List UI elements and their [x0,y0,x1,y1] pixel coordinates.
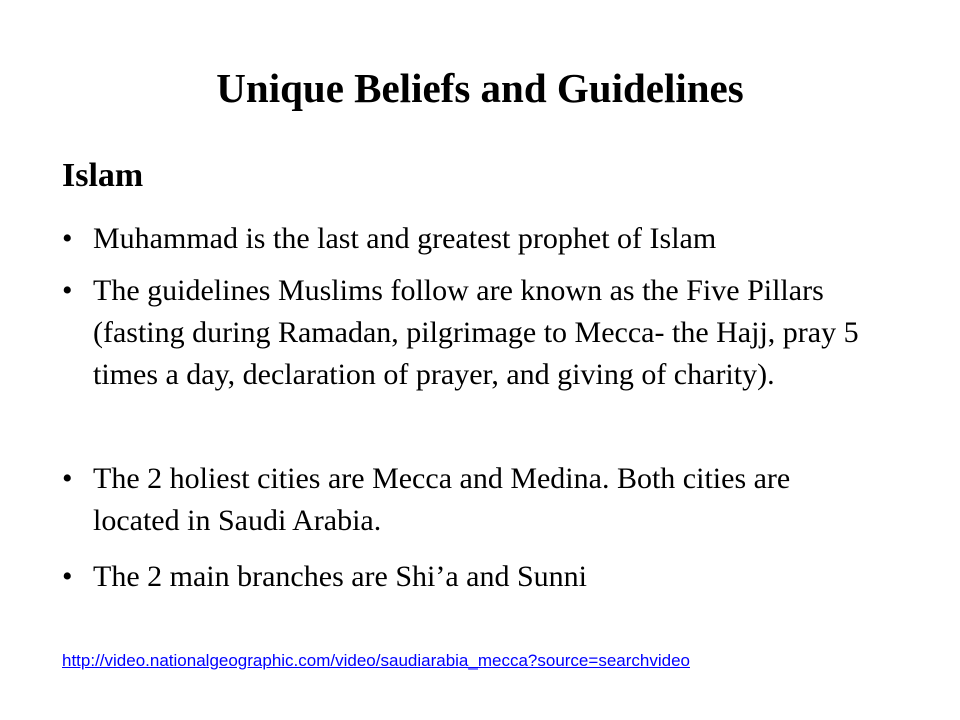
bullet-item [62,218,862,260]
bullet-text: The 2 holiest cities are Mecca and Medina. Both cities are located in Saudi Arabia. [93,462,791,537]
bullet-text: The 2 main branches are Shi’a and Sunni [93,560,588,593]
bullet-item [62,458,862,542]
bullet-marker: • [62,462,73,495]
bullet-item [62,556,862,598]
slide-title: Unique Beliefs and Guidelines [216,65,744,111]
video-link[interactable]: http://video.nationalgeographic.com/video/saudiarabia_mecca?source=searchvideo [62,651,690,670]
bullet-item [62,270,862,396]
bullet-text: Muhammad is the last and greatest prophet of Islam [93,222,717,255]
bullet-marker: • [62,274,73,307]
bullet-text: The guidelines Muslims follow are known as the Five Pillars (fasting during Ramadan, pilgrimage to Mecca- the Hajj, pray 5 times a day, declaration of prayer, and giving of charity). [93,274,859,391]
bullet-marker: • [62,222,73,255]
section-heading: Islam [62,157,144,194]
bullet-marker: • [62,560,73,593]
